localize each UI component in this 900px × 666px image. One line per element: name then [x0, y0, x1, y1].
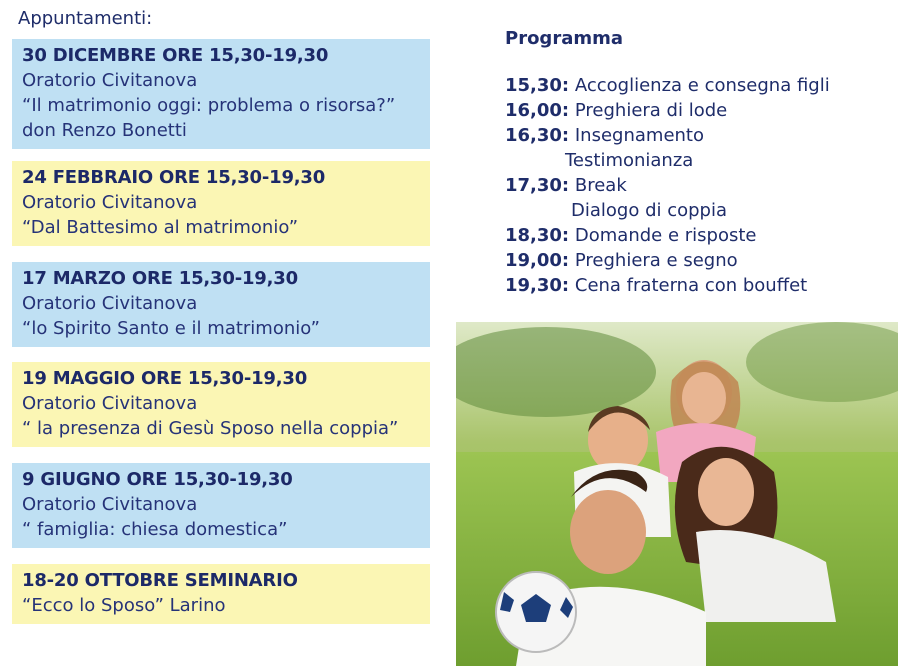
program-item — [505, 248, 885, 273]
appointment-date: 30 DICEMBRE ORE 15,30-19,30 — [22, 45, 329, 66]
program-text: Break — [574, 175, 627, 196]
appointment-line: “lo Spirito Santo e il matrimonio” — [22, 318, 320, 339]
program-text: Cena fraterna con bouffet — [574, 275, 808, 296]
program-item — [505, 173, 885, 223]
program-time: 19,00: — [505, 250, 570, 271]
girl-face — [682, 372, 726, 424]
program-item — [505, 273, 885, 298]
appointment-line: “Dal Battesimo al matrimonio” — [22, 217, 299, 238]
program-item — [505, 123, 885, 173]
appointment-date: 19 MAGGIO ORE 15,30-19,30 — [22, 368, 308, 389]
appointment-line: Oratorio Civitanova — [22, 494, 198, 515]
father-face — [570, 490, 646, 574]
appointment-line: “ la presenza di Gesù Sposo nella coppia” — [22, 418, 399, 439]
appointment-date: 9 GIUGNO ORE 15,30-19,30 — [22, 469, 293, 490]
appointment-box — [12, 262, 430, 347]
family-photo — [456, 322, 898, 666]
program-time: 16,00: — [505, 100, 570, 121]
program-time: 15,30: — [505, 75, 570, 96]
program-text: Accoglienza e consegna figli — [574, 75, 830, 96]
appointment-box — [12, 161, 430, 246]
appointment-box — [12, 39, 430, 149]
appointment-date: 17 MARZO ORE 15,30-19,30 — [22, 268, 298, 289]
program-list — [505, 73, 885, 298]
program-text: Insegnamento — [574, 125, 704, 146]
appointment-box — [12, 564, 430, 624]
mother-face — [698, 458, 754, 526]
program-text: Preghiera di lode — [574, 100, 728, 121]
family-photo-illustration — [456, 322, 898, 666]
appointments-heading: Appuntamenti: — [18, 8, 153, 29]
program-text-continued: Dialogo di coppia — [571, 200, 728, 221]
appointment-line: “ famiglia: chiesa domestica” — [22, 519, 288, 540]
program-text: Preghiera e segno — [574, 250, 738, 271]
program-time: 18,30: — [505, 225, 570, 246]
appointment-line: Oratorio Civitanova — [22, 293, 198, 314]
appointment-line: Oratorio Civitanova — [22, 192, 198, 213]
appointment-line: Oratorio Civitanova — [22, 393, 198, 414]
appointment-line: Oratorio Civitanova — [22, 70, 198, 91]
program-text-continued: Testimonianza — [565, 150, 694, 171]
appointment-date: 24 FEBBRAIO ORE 15,30-19,30 — [22, 167, 326, 188]
appointment-box — [12, 463, 430, 548]
program-time: 17,30: — [505, 175, 570, 196]
appointment-date: 18-20 OTTOBRE SEMINARIO — [22, 570, 298, 591]
appointment-box — [12, 362, 430, 447]
program-item — [505, 73, 885, 98]
program-item — [505, 98, 885, 123]
program-time: 19,30: — [505, 275, 570, 296]
program-text: Domande e risposte — [574, 225, 757, 246]
appointment-line: “Il matrimonio oggi: problema o risorsa?” — [22, 95, 396, 116]
program-item — [505, 223, 885, 248]
program-title: Programma — [505, 28, 624, 49]
appointment-line: “Ecco lo Sposo” Larino — [22, 595, 226, 616]
appointment-line: don Renzo Bonetti — [22, 120, 187, 141]
program-time: 16,30: — [505, 125, 570, 146]
